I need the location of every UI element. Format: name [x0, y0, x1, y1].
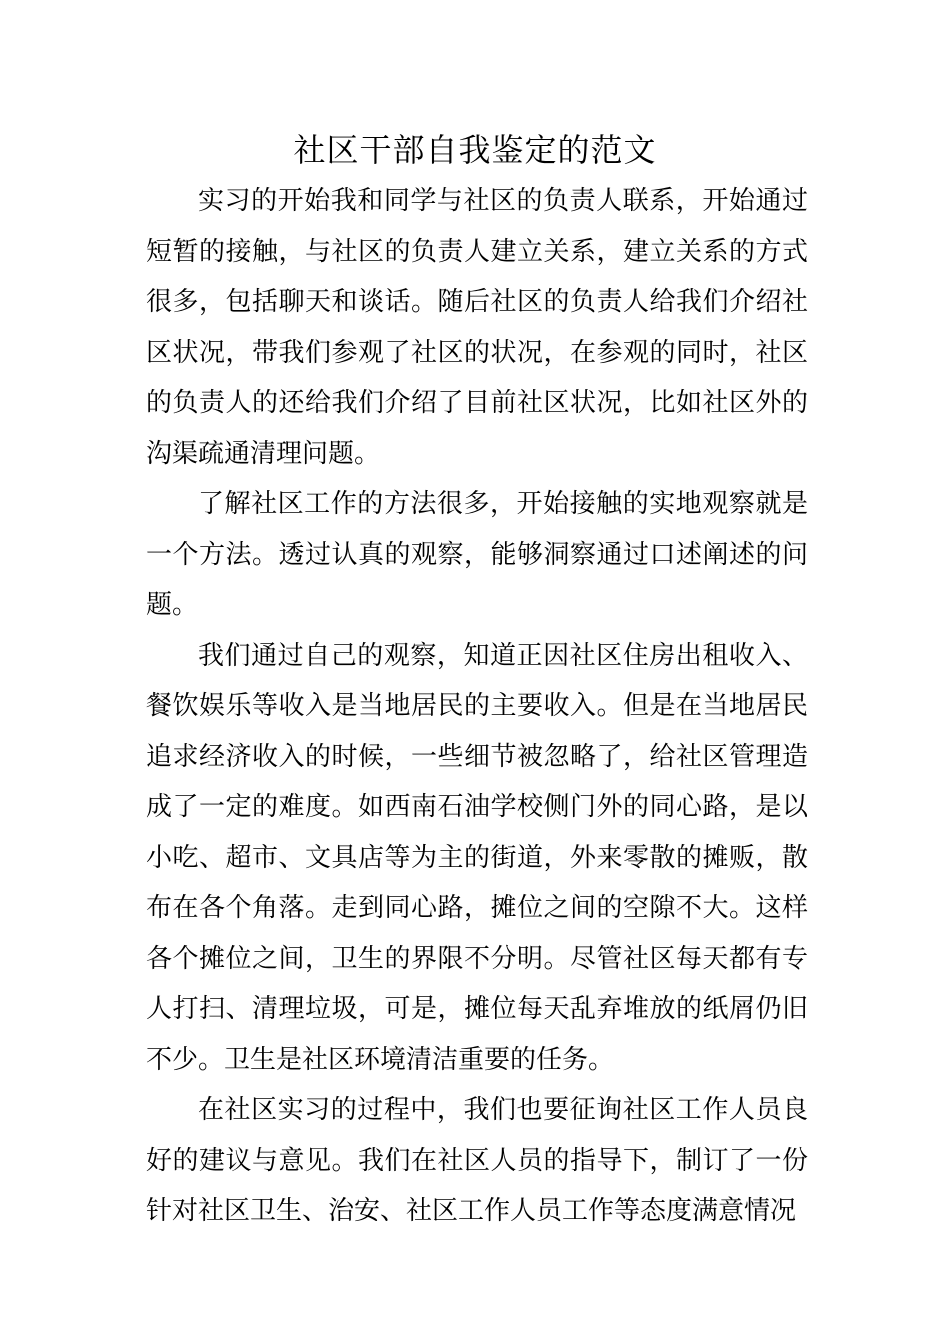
paragraph-2: 了解社区工作的方法很多，开始接触的实地观察就是一个方法。透过认真的观察，能够洞察通过口述阐述的问题。	[146, 489, 808, 620]
document-body	[146, 176, 808, 1237]
paragraph-1: 实习的开始我和同学与社区的负责人联系，开始通过短暂的接触，与社区的负责人建立关系，建立关系的方式很多，包括聊天和谈话。随后社区的负责人给我们介绍社区状况，带我们参观了社区的状况，在参观的同时，社区的负责人的还给我们介绍了目前社区状况，比如社区外的沟渠疏通清理问题。	[146, 186, 808, 469]
paragraph-3: 我们通过自己的观察，知道正因社区住房出租收入、餐饮娱乐等收入是当地居民的主要收入。但是在当地居民追求经济收入的时候，一些细节被忽略了，给社区管理造成了一定的难度。如西南石油学校侧门外的同心路，是以小吃、超市、文具店等为主的街道，外来零散的摊贩，散布在各个角落。走到同心路，摊位之间的空隙不大。这样各个摊位之间，卫生的界限不分明。尽管社区每天都有专人打扫、清理垃圾，可是，摊位每天乱弃堆放的纸屑仍旧不少。卫生是社区环境清洁重要的任务。	[146, 640, 808, 1075]
document-title: 社区干部自我鉴定的范文	[293, 131, 657, 169]
paragraph-4: 在社区实习的过程中，我们也要征询社区工作人员良好的建议与意见。我们在社区人员的指导下，制订了一份针对社区卫生、治安、社区工作人员工作等态度满意情况	[146, 1095, 808, 1226]
